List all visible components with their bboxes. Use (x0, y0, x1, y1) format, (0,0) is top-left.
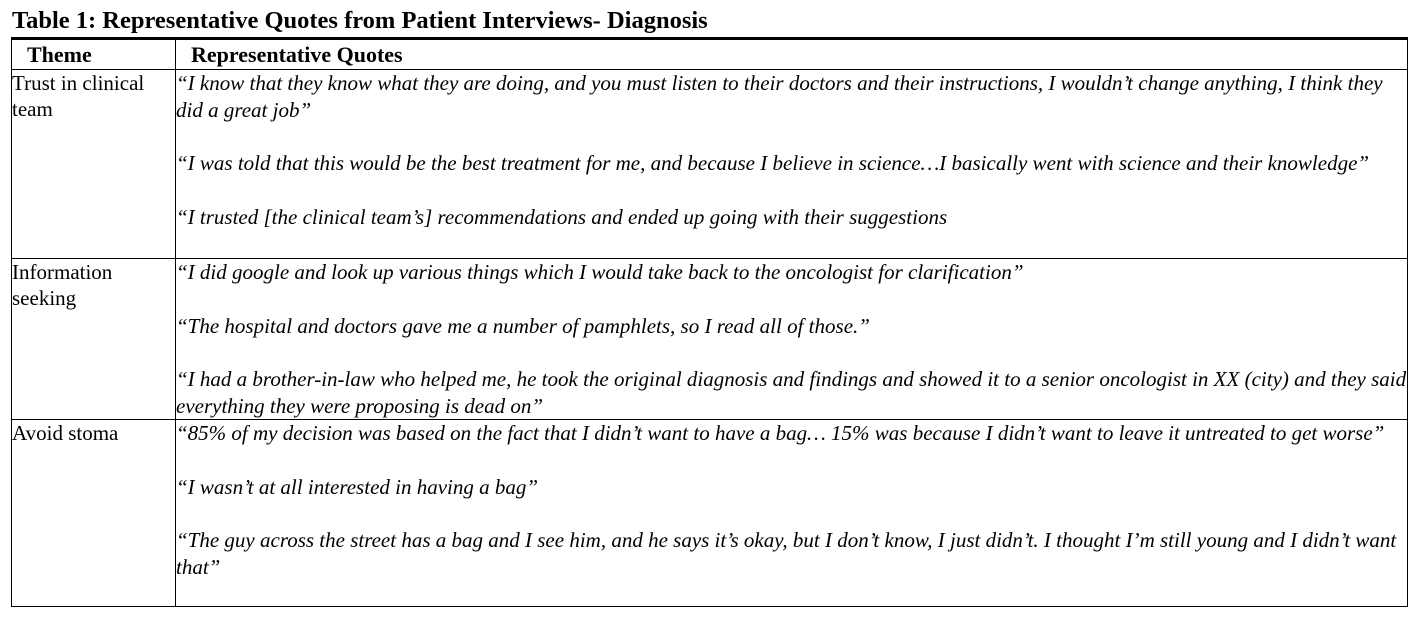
table-header-row (12, 40, 1408, 70)
quote: “The guy across the street has a bag and I see him, and he says it’s okay, but I don’t know, I just didn’t. I thought I’m still young and I didn’t want that” (176, 528, 1397, 579)
quote: “The hospital and doctors gave me a number of pamphlets, so I read all of those.” (176, 313, 870, 338)
quotes-cell (176, 259, 1408, 420)
header-theme: Theme (12, 40, 176, 70)
header-quotes: Representative Quotes (176, 40, 1408, 70)
table-row (12, 420, 1408, 607)
table-row (12, 70, 1408, 259)
quotes-cell (176, 70, 1408, 259)
quote: “85% of my decision was based on the fact that I didn’t want to have a bag… 15% was because I didn’t want to leave it untreated to get worse” (176, 421, 1385, 445)
table-caption: Table 1: Representative Quotes from Patient Interviews- Diagnosis (12, 7, 708, 34)
table-row (12, 259, 1408, 420)
quotes-cell (176, 420, 1408, 607)
quotes-table (11, 40, 1408, 607)
theme-cell: Trust in clinical team (12, 70, 176, 259)
quote: “I trusted [the clinical team’s] recommendations and ended up going with their suggestions (176, 204, 948, 229)
quote: “I had a brother-in-law who helped me, he took the original diagnosis and findings and showed it to a senior oncologist in XX (city) and they said everything they were proposing is dead on” (176, 367, 1407, 418)
quote: “I wasn’t at all interested in having a bag” (176, 474, 539, 499)
theme-cell: Avoid stoma (12, 420, 176, 607)
quote: “I was told that this would be the best treatment for me, and because I believe in science…I basically went with science and their knowledge” (176, 151, 1370, 175)
theme-cell: Information seeking (12, 259, 176, 420)
quote: “I know that they know what they are doing, and you must listen to their doctors and their instructions, I wouldn’t change anything, I think they did a great job” (176, 71, 1383, 122)
quote: “I did google and look up various things which I would take back to the oncologist for clarification” (176, 260, 1024, 284)
